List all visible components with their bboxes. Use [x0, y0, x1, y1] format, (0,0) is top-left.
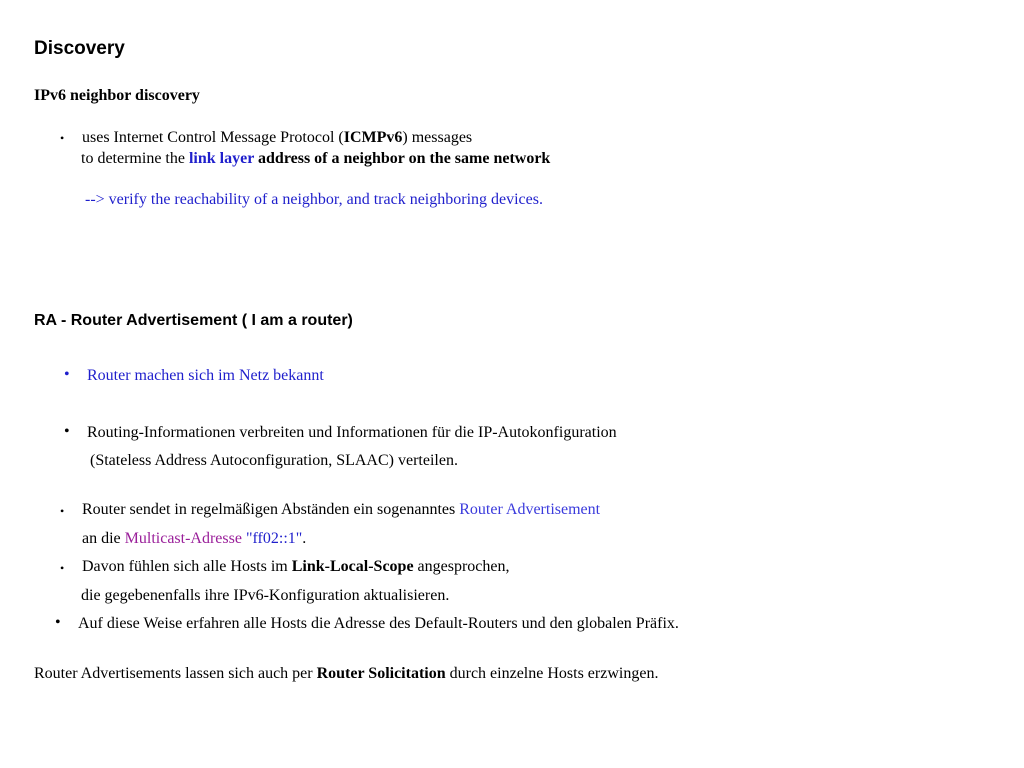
nd-line-2 — [81, 150, 550, 168]
nd-line-1 — [82, 129, 472, 147]
bullet-icon: • — [60, 131, 65, 145]
link-local-scope-term: Link-Local-Scope — [291, 558, 414, 575]
ra-item-2-line-1: Routing-Informationen verbreiten und Informationen für die IP-Autokonfiguration — [87, 424, 617, 441]
section-heading-ipv6-nd: IPv6 neighbor discovery — [34, 87, 200, 104]
bullet-icon: • — [64, 366, 70, 383]
nd-line-2-text-a: to determine the — [81, 150, 189, 167]
ra-item-1: Router machen sich im Netz bekannt — [87, 367, 324, 384]
ra-item-3-line-2 — [82, 530, 306, 548]
nd-line-2-text-c: address of a neighbor on the same network — [254, 150, 551, 167]
section-heading-ra: RA - Router Advertisement ( I am a router) — [34, 312, 353, 329]
ra-item-4-line-1 — [82, 558, 510, 576]
ra-item-4-text-c: angesprochen, — [413, 558, 510, 575]
icmpv6-term: ICMPv6 — [343, 129, 403, 146]
ra-item-3-line-2-text-d: . — [302, 530, 307, 547]
ra-footer-text-c: durch einzelne Hosts erzwingen. — [445, 665, 659, 682]
ra-footer-line — [34, 665, 658, 683]
ra-footer-text-a: Router Advertisements lassen sich auch per — [34, 665, 317, 682]
ra-item-5: Auf diese Weise erfahren alle Hosts die Adresse des Default-Routers und den globalen Präfix. — [78, 615, 679, 632]
nd-arrow-line: --> verify the reachability of a neighbor, and track neighboring devices. — [85, 191, 543, 208]
nd-line-1-text-a: uses Internet Control Message Protocol ( — [82, 129, 344, 146]
ff02-address: "ff02::1" — [245, 530, 303, 547]
ra-item-3-text-a: Router sendet in regelmäßigen Abständen ein sogenanntes — [82, 501, 460, 518]
ra-item-2-line-2: (Stateless Address Autoconfiguration, SLAAC) verteilen. — [90, 452, 458, 469]
multicast-address-term: Multicast-Adresse — [124, 530, 246, 547]
bullet-icon: • — [60, 561, 65, 575]
ra-item-4-text-a: Davon fühlen sich alle Hosts im — [82, 558, 292, 575]
ra-item-3-line-2-text-a: an die — [82, 530, 125, 547]
link-layer-term: link layer — [188, 150, 255, 167]
nd-line-1-text-c: ) messages — [402, 129, 473, 146]
ra-item-3-line-1 — [82, 501, 600, 519]
router-advertisement-term: Router Advertisement — [459, 501, 601, 518]
ra-item-4-line-2: die gegebenenfalls ihre IPv6-Konfiguration aktualisieren. — [81, 587, 450, 604]
page-title: Discovery — [34, 38, 125, 59]
router-solicitation-term: Router Solicitation — [316, 665, 446, 682]
bullet-icon: • — [64, 423, 70, 440]
bullet-icon: • — [60, 504, 65, 518]
bullet-icon: • — [55, 614, 61, 631]
